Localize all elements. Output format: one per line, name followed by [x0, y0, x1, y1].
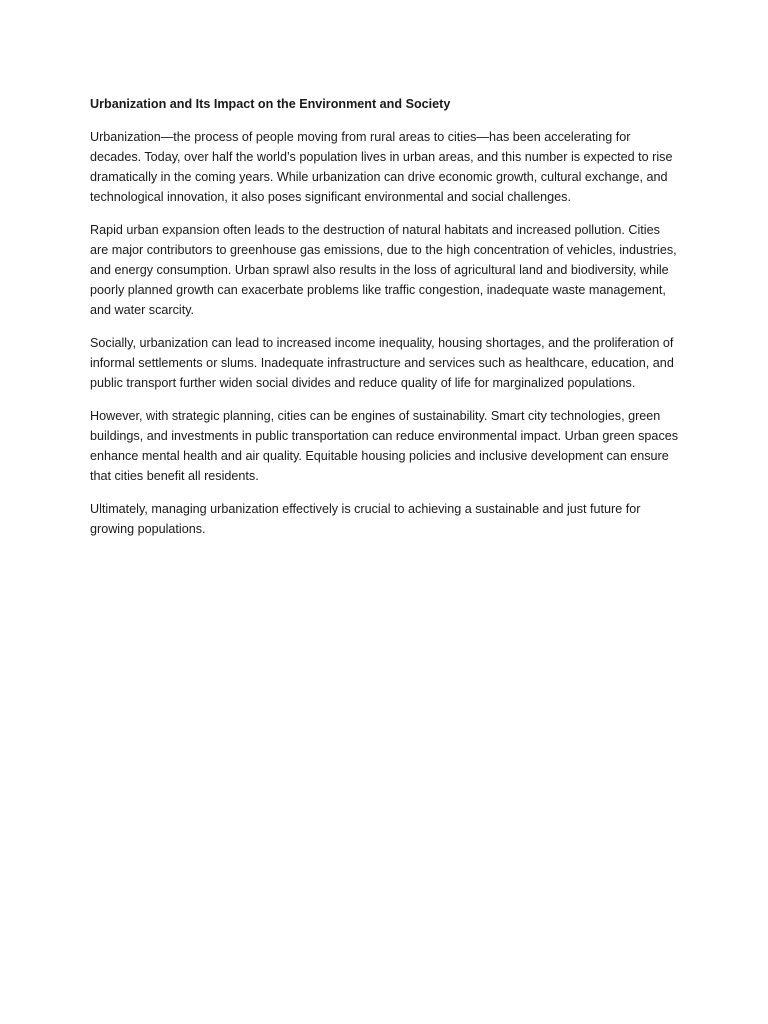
paragraph-environment: Rapid urban expansion often leads to the destruction of natural habitats and increased pollution. Cities are major contributors to greenhouse gas emissions, due to the high concentration of vehicles, industries, and energy consumption. Urban sprawl also results in the loss of agricultural land and biodiversity, while poorly planned growth can exacerbate problems like traffic congestion, inadequate waste management, and water scarcity. — [90, 223, 677, 317]
document-body — [90, 94, 680, 552]
paragraph-social: Socially, urbanization can lead to increased income inequality, housing shortages, and the proliferation of informal settlements or slums. Inadequate infrastructure and services such as healthcare, education, and public transport further widen social divides and reduce quality of life for marginalized populations. — [90, 336, 674, 390]
paragraph-conclusion: Ultimately, managing urbanization effectively is crucial to achieving a sustainable and just future for growing populations. — [90, 502, 641, 536]
paragraph-intro: Urbanization—the process of people moving from rural areas to cities—has been accelerating for decades. Today, over half the world’s population lives in urban areas, and this number is expected to rise dramatically in the coming years. While urbanization can drive economic growth, cultural exchange, and technological innovation, it also poses significant environmental and social challenges. — [90, 130, 673, 204]
paragraph-sustainability: However, with strategic planning, cities can be engines of sustainability. Smart city technologies, green buildings, and investments in public transportation can reduce environmental impact. Urban green spaces enhance mental health and air quality. Equitable housing policies and inclusive development can ensure that cities benefit all residents. — [90, 409, 679, 483]
document-title: Urbanization and Its Impact on the Environment and Society — [90, 97, 451, 111]
